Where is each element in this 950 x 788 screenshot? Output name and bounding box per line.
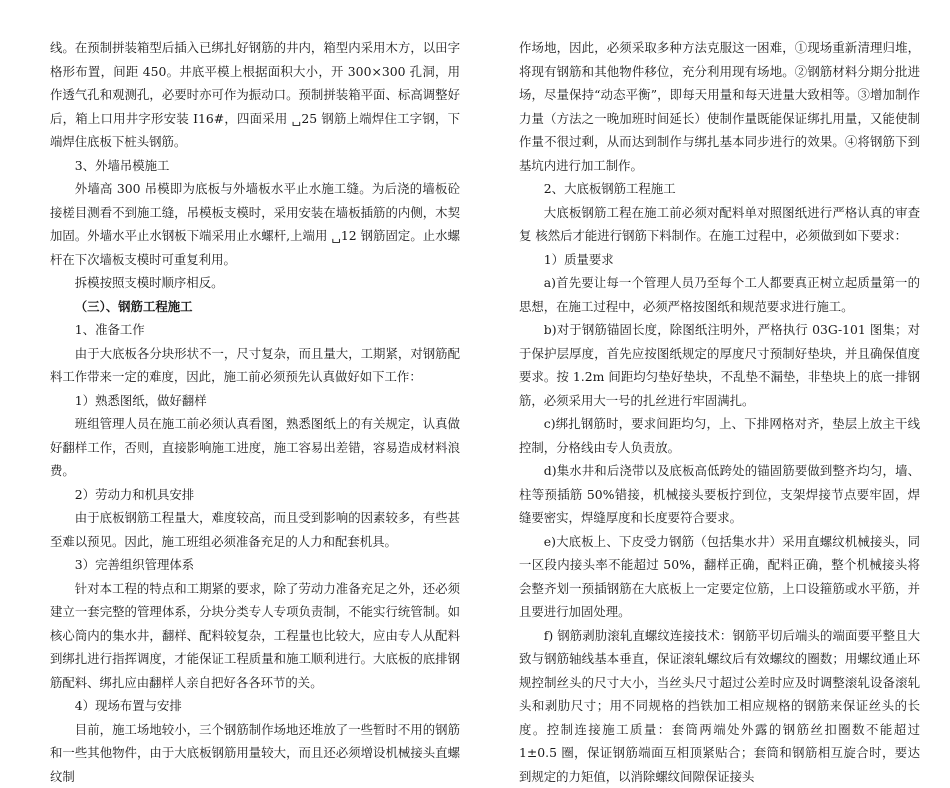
subsection-heading: 3）完善组织管理体系 (50, 553, 460, 577)
paragraph: a)首先要让每一个管理人员乃至每个工人都要真正树立起质量第一的思想，在施工过程中，必须严格按图纸和规范要求进行施工。 (519, 271, 920, 318)
left-column (50, 36, 460, 788)
subsection-heading: 2）劳动力和机具安排 (50, 483, 460, 507)
paragraph: 由于大底板各分块形状不一，尺寸复杂，而且量大，工期紧，对钢筋配料工作带来一定的难度，因此，施工前必须预先认真做好如下工作： (50, 342, 460, 389)
section-heading: 3、外墙吊模施工 (50, 154, 460, 178)
paragraph: 由于底板钢筋工程量大，难度较高，而且受到影响的因素较多，有些甚至难以预见。因此，施工班组必须准备充足的人力和配套机具。 (50, 506, 460, 553)
section-heading: 1、准备工作 (50, 318, 460, 342)
chapter-heading: （三）、钢筋工程施工 (50, 295, 460, 319)
paragraph: 大底板钢筋工程在施工前必须对配料单对照图纸进行严格认真的审查复 核然后才能进行钢筋下料制作。在施工过程中，必须做到如下要求： (519, 201, 920, 248)
paragraph: f) 钢筋剥肋滚轧直螺纹连接技术：钢筋平切后端头的端面要平整且大致与钢筋轴线基本垂直，保证滚轧螺纹后有效螺纹的圈数；用螺纹通止环规控制丝头的尺寸大小，当丝头尺寸超过公差时应及时调整滚轧设备滚轧头和剥肋尺寸；用不同规格的挡铁加工相应规格的钢筋来保证丝头的长度。控制连接施工质量：套筒两端处外露的钢筋丝扣圈数不能超过 1±0.5 圈，保证钢筋端面互相顶紧贴合；套筒和钢筋相互旋合时，要达到规定的力矩值，以消除螺纹间隙保证接头 (519, 624, 920, 788)
subsection-heading: 1）质量要求 (519, 248, 920, 272)
paragraph: 针对本工程的特点和工期紧的要求，除了劳动力准备充足之外，还必须建立一套完整的管理体系，分块分类专人专项负责制，不能实行统管制。如核心筒内的集水井，翻样、配料较复杂，工程量也比较大，应由专人从配料到绑扎进行指挥调度，才能保证工程质量和施工顺利进行。大底板的底排钢筋配料、绑扎应由翻样人亲自把好各各环节的关。 (50, 577, 460, 695)
paragraph: 班组管理人员在施工前必须认真看图，熟悉图纸上的有关规定，认真做好翻样工作，否则，直接影响施工进度，施工容易出差错，容易造成材料浪费。 (50, 412, 460, 483)
right-column (519, 36, 920, 788)
paragraph: 外墙高 300 吊模即为底板与外墙板水平止水施工缝。为后浇的墙板砼接槎目测看不到施工缝，吊模板支模时，采用安装在墙板插筋的内侧，木契加固。外墙水平止水钢板下端采用止水螺杆,上端用 ␣12 钢筋固定。止水螺杆在下次墙板支模时可重复利用。 (50, 177, 460, 271)
subsection-heading: 4）现场布置与安排 (50, 694, 460, 718)
paragraph: c)绑扎钢筋时，要求间距均匀，上、下排网格对齐，垫层上放主干线控制，分格线由专人负责放。 (519, 412, 920, 459)
subsection-heading: 1）熟悉图纸，做好翻样 (50, 389, 460, 413)
paragraph: 作场地，因此，必须采取多种方法克服这一困难，①现场重新清理归堆，将现有钢筋和其他物件移位，充分利用现有场地。②钢筋材料分期分批进场，尽量保持“动态平衡”，即每天用量和每天进量大致相等。③增加制作力量（方法之一晚加班时间延长）使制作量既能保证绑扎用量，又能使制作量不很过剩，从而达到制作与绑扎基本同步进行的效果。④将钢筋下到基坑内进行加工制作。 (519, 36, 920, 177)
paragraph: e)大底板上、下皮受力钢筋（包括集水井）采用直螺纹机械接头，同一区段内接头率不能超过 50%，翻样正确，配料正确，整个机械接头将会整齐划一预插钢筋在大底板上一定要定位筋，上口设箍筋或水平筋，并且要进行加固处理。 (519, 530, 920, 624)
paragraph: 线。在预制拼装箱型后插入已绑扎好钢筋的井内，箱型内采用木方，以田字格形布置，间距 450。井底平模上根据面积大小，开 300×300 孔洞，用作透气孔和观测孔，必要时亦可作为振动口。预制拼装箱平面、标高调整好后，箱上口用井字形安装 I16#，四面采用 ␣25 钢筋上端焊住工字钢，下端焊住底板下桩头钢筋。 (50, 36, 460, 154)
section-heading: 2、大底板钢筋工程施工 (519, 177, 920, 201)
paragraph: 拆模按照支模时顺序相反。 (50, 271, 460, 295)
paragraph: d)集水井和后浇带以及底板高低跨处的锚固筋要做到整齐均匀，墙、柱等预插筋 50%错接，机械接头要板拧到位，支架焊接节点要牢固，焊缝要密实，焊缝厚度和长度要符合要求。 (519, 459, 920, 530)
paragraph: b)对于钢筋锚固长度，除图纸注明外，严格执行 03G-101 图集；对于保护层厚度，首先应按图纸规定的厚度尺寸预制好垫块，并且确保值度要求。按 1.2m 间距均匀垫好垫块，不乱垫不漏垫，非垫块上的底一排钢筋，必须采用大一号的扎丝进行牢固满扎。 (519, 318, 920, 412)
paragraph: 目前，施工场地较小，三个钢筋制作场地还堆放了一些暂时不用的钢筋和一些其他物件，由于大底板钢筋用量较大，而且还必须增设机械接头直螺纹制 (50, 718, 460, 788)
